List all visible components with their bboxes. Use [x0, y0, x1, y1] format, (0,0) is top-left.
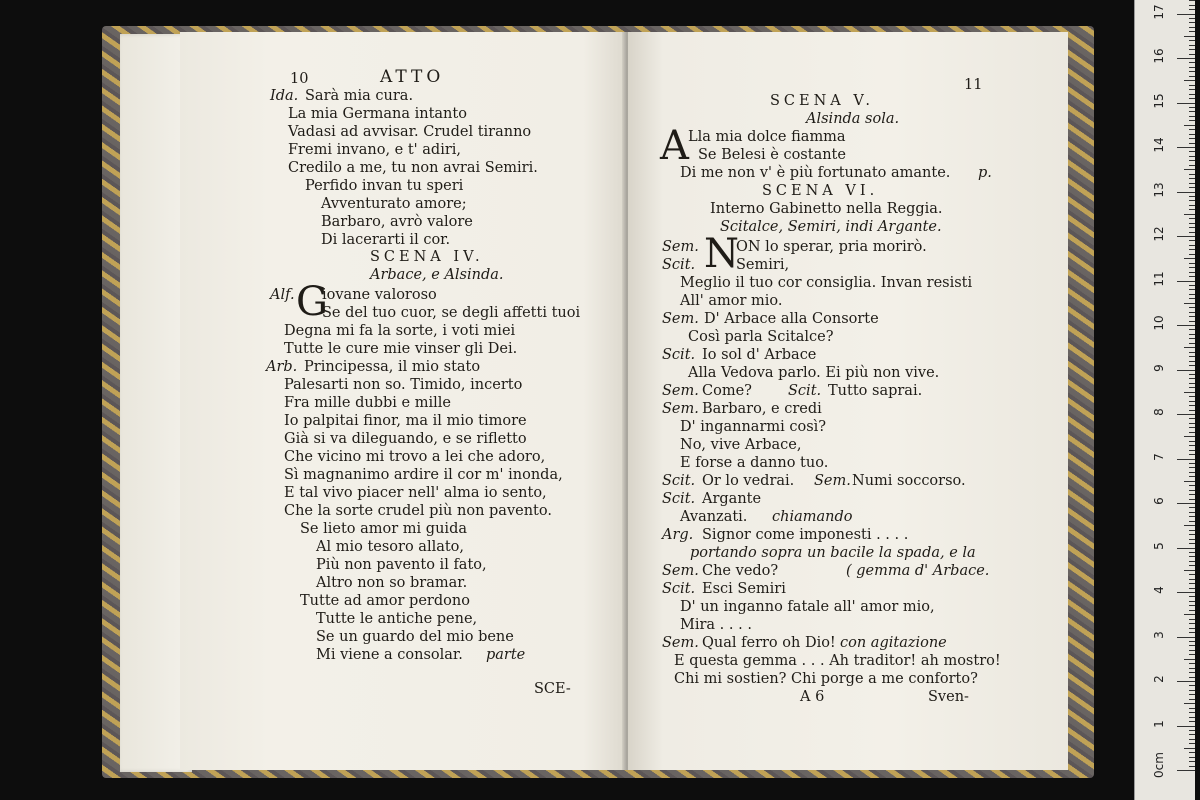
page-number: 11: [964, 77, 983, 93]
verse-line: Sarà mia cura.: [305, 88, 414, 104]
speaker: Scit.: [662, 347, 696, 363]
ruler-tick: [1177, 503, 1195, 504]
page-number: 10: [290, 71, 309, 87]
drop-capital: N: [704, 231, 739, 277]
ruler-tick: [1189, 650, 1195, 651]
ruler-label: 14: [1152, 137, 1166, 153]
ruler-tick: [1189, 668, 1195, 669]
ruler-tick: [1189, 556, 1195, 557]
verse-line: Io palpitai finor, ma il mio timore: [284, 413, 527, 429]
verse-line: Così parla Scitalce?: [688, 329, 834, 345]
verse-line: Che vedo?: [702, 563, 779, 579]
ruler-tick: [1177, 548, 1195, 549]
speaker: Scit.: [662, 473, 696, 489]
left-page: [180, 32, 628, 770]
ruler-tick: [1177, 414, 1195, 415]
ruler-tick: [1189, 18, 1195, 19]
ruler-label: 4: [1152, 586, 1166, 594]
ruler-label: 13: [1152, 181, 1166, 198]
ruler-tick: [1189, 22, 1195, 23]
ruler-tick: [1177, 14, 1195, 15]
ruler-tick: [1177, 103, 1195, 104]
speaker: Sem.: [814, 473, 851, 489]
verse-line: Più non pavento il fato,: [316, 557, 487, 573]
ruler-label: 7: [1152, 452, 1166, 461]
verse-line: Tutte le cure mie vinser gli Dei.: [284, 341, 518, 357]
ruler-tick: [1189, 596, 1195, 597]
ruler-tick: [1189, 601, 1195, 602]
verse-line: E questa gemma . . . Ah traditor! ah mostro!: [674, 653, 1001, 669]
ruler-tick: [1177, 58, 1195, 59]
verse-line: Tutte ad amor perdono: [300, 593, 470, 609]
verse-line: Già si va dileguando, e se rifletto: [284, 431, 527, 447]
ruler-tick: [1184, 258, 1195, 259]
ruler-tick: [1184, 392, 1195, 393]
verse-line: Tutte le antiche pene,: [316, 611, 478, 627]
ruler-tick: [1189, 312, 1195, 313]
speaker: Ida.: [270, 88, 299, 104]
verse-line: Alla Vedova parlo. Ei più non vive.: [688, 365, 940, 381]
ruler-tick: [1189, 423, 1195, 424]
ruler-tick: [1189, 361, 1195, 362]
ruler-tick: [1189, 151, 1195, 152]
verse-line: Meglio il tuo cor consiglia. Invan resisti: [680, 275, 973, 291]
ruler-tick: [1189, 476, 1195, 477]
ruler-tick: [1184, 36, 1195, 37]
ruler-tick: [1189, 98, 1195, 99]
ruler-tick: [1184, 703, 1195, 704]
ruler-tick: [1189, 378, 1195, 379]
ruler-tick: [1189, 156, 1195, 157]
ruler-tick: [1189, 530, 1195, 531]
ruler-tick: [1189, 405, 1195, 406]
ruler-tick: [1189, 628, 1195, 629]
ruler-label: 3: [1152, 630, 1166, 639]
ruler-tick: [1189, 89, 1195, 90]
ruler-tick: [1177, 637, 1195, 638]
ruler-tick: [1189, 761, 1195, 762]
ruler-tick: [1189, 490, 1195, 491]
speaker: Alf.: [270, 287, 295, 303]
ruler-tick: [1189, 454, 1195, 455]
ruler-tick: [1189, 694, 1195, 695]
ruler-label: 9: [1152, 363, 1166, 372]
stage-direction: chiamando: [772, 509, 853, 525]
ruler-tick: [1189, 565, 1195, 566]
ruler-tick: [1189, 160, 1195, 161]
verse-line: Io sol d' Arbace: [702, 347, 817, 363]
ruler-label: 10: [1152, 315, 1166, 331]
verse-line: Avventurato amore;: [321, 196, 467, 212]
ruler-tick: [1189, 245, 1195, 246]
scene-setting: Interno Gabinetto nella Reggia.: [710, 201, 943, 217]
ruler-tick: [1189, 677, 1195, 678]
ruler-tick: [1189, 85, 1195, 86]
ruler-tick: [1189, 200, 1195, 201]
stage-direction: parte: [486, 647, 526, 663]
drop-capital: A: [660, 123, 689, 169]
verse-line: Se un guardo del mio bene: [316, 629, 514, 645]
ruler-tick: [1189, 445, 1195, 446]
catchword: SCE-: [534, 681, 571, 697]
ruler-tick: [1189, 757, 1195, 758]
ruler-tick: [1189, 263, 1195, 264]
verse-line: Perfido invan tu speri: [305, 178, 464, 194]
ruler-tick: [1177, 147, 1195, 148]
ruler-tick: [1189, 40, 1195, 41]
ruler-tick: [1189, 752, 1195, 753]
ruler-tick: [1189, 699, 1195, 700]
ruler-tick: [1189, 329, 1195, 330]
ruler-tick: [1177, 681, 1195, 682]
ruler-tick: [1189, 356, 1195, 357]
ruler-tick: [1189, 721, 1195, 722]
verse-line: Lla mia dolce fiamma: [688, 129, 846, 145]
ruler-label: 8: [1152, 408, 1166, 416]
ruler-tick: [1189, 76, 1195, 77]
ruler-tick: [1189, 387, 1195, 388]
verse-line: Al mio tesoro allato,: [316, 539, 465, 555]
ruler-tick: [1189, 543, 1195, 544]
speaker: Sem.: [662, 635, 699, 651]
ruler-tick: [1189, 9, 1195, 10]
scene-title: SCENA VI.: [762, 183, 879, 199]
ruler-label: 12: [1152, 226, 1166, 242]
stage-direction: p.: [978, 165, 992, 181]
scene-cast: Scitalce, Semiri, indi Argante.: [720, 219, 942, 235]
ruler-tick: [1189, 138, 1195, 139]
signature-mark: A 6: [800, 689, 825, 705]
ruler-tick: [1189, 365, 1195, 366]
ruler-label: 15: [1152, 92, 1166, 109]
speaker: Scit.: [788, 383, 822, 399]
stage-direction: con agitazione: [840, 635, 947, 651]
verse-line: La mia Germana intanto: [288, 106, 467, 122]
ruler-tick: [1189, 641, 1195, 642]
ruler-tick: [1189, 561, 1195, 562]
ruler-tick: [1189, 712, 1195, 713]
ruler-tick: [1189, 574, 1195, 575]
ruler-tick: [1184, 614, 1195, 615]
ruler-tick: [1189, 374, 1195, 375]
ruler-tick: [1189, 120, 1195, 121]
verse-line: Di me non v' è più fortunato amante.: [680, 165, 951, 181]
ruler-tick: [1184, 125, 1195, 126]
ruler-tick: [1189, 307, 1195, 308]
verse-line: Credilo a me, tu non avrai Semiri.: [288, 160, 538, 176]
ruler-tick: [1184, 570, 1195, 571]
ruler-tick: [1184, 169, 1195, 170]
speaker: Sem.: [662, 563, 699, 579]
ruler-tick: [1189, 539, 1195, 540]
ruler-tick: [1189, 583, 1195, 584]
verse-line: Esci Semiri: [702, 581, 786, 597]
verse-line: Mira . . . .: [680, 617, 752, 633]
ruler-tick: [1189, 209, 1195, 210]
ruler-tick: [1189, 685, 1195, 686]
verse-line: Argante: [702, 491, 762, 507]
ruler-tick: [1189, 5, 1195, 6]
verse-line: Principessa, il mio stato: [304, 359, 481, 375]
speaker: Sem.: [662, 383, 699, 399]
verse-line: Signor come imponesti . . . .: [702, 527, 909, 543]
ruler-tick: [1189, 62, 1195, 63]
ruler-label: 11: [1152, 270, 1166, 287]
verse-line: Semiri,: [736, 257, 790, 273]
ruler-tick: [1189, 316, 1195, 317]
ruler-tick: [1189, 187, 1195, 188]
scene-cast: Arbace, e Alsinda.: [370, 267, 504, 283]
ruler-tick: [1189, 605, 1195, 606]
verse-line: D' Arbace alla Consorte: [704, 311, 879, 327]
ruler-tick: [1189, 654, 1195, 655]
ruler-tick: [1189, 338, 1195, 339]
ruler-tick: [1189, 623, 1195, 624]
ruler-tick: [1189, 717, 1195, 718]
verse-line: Che vicino mi trovo a lei che adoro,: [284, 449, 546, 465]
ruler-tick: [1189, 196, 1195, 197]
ruler-tick: [1189, 552, 1195, 553]
ruler-tick: [1189, 272, 1195, 273]
verse-line: iovane valoroso: [322, 287, 437, 303]
ruler-label: 6: [1152, 497, 1166, 505]
ruler-tick: [1189, 610, 1195, 611]
ruler-tick: [1184, 347, 1195, 348]
verse-line: E tal vivo piacer nell' alma io sento,: [284, 485, 547, 501]
ruler-tick: [1189, 663, 1195, 664]
ruler-tick: [1189, 579, 1195, 580]
ruler-tick: [1189, 174, 1195, 175]
ruler-tick: [1189, 383, 1195, 384]
ruler-tick: [1177, 726, 1195, 727]
verse-line: Barbaro, avrò valore: [321, 214, 473, 230]
ruler-tick: [1177, 770, 1195, 771]
ruler-tick: [1189, 298, 1195, 299]
ruler-tick: [1189, 396, 1195, 397]
verse-line: ON lo sperar, pria morirò.: [736, 239, 927, 255]
ruler-tick: [1189, 27, 1195, 28]
ruler-tick: [1189, 54, 1195, 55]
ruler-tick: [1189, 690, 1195, 691]
verse-line: Fra mille dubbi e mille: [284, 395, 451, 411]
ruler-tick: [1189, 285, 1195, 286]
ruler-tick: [1189, 165, 1195, 166]
ruler-tick: [1177, 459, 1195, 460]
ruler-label: 17: [1152, 3, 1166, 20]
ruler-tick: [1189, 49, 1195, 50]
ruler-tick: [1189, 352, 1195, 353]
verse-line: Fremi invano, e t' adiri,: [288, 142, 462, 158]
verse-line: Che la sorte crudel più non pavento.: [284, 503, 552, 519]
ruler-tick: [1177, 192, 1195, 193]
drop-capital: G: [296, 279, 328, 325]
ruler-tick: [1184, 303, 1195, 304]
ruler-tick: [1189, 45, 1195, 46]
ruler-tick: [1189, 418, 1195, 419]
verse-line: Barbaro, e credi: [702, 401, 822, 417]
ruler-tick: [1189, 183, 1195, 184]
catchword: Sven-: [928, 689, 969, 705]
ruler-tick: [1189, 232, 1195, 233]
speaker: Scit.: [662, 581, 696, 597]
ruler-tick: [1184, 748, 1195, 749]
verse-line: E forse a danno tuo.: [680, 455, 829, 471]
ruler-tick: [1189, 427, 1195, 428]
verse-line: Avanzati.: [680, 509, 748, 525]
ruler-tick: [1189, 450, 1195, 451]
ruler-tick: [1184, 214, 1195, 215]
ruler-tick: [1189, 107, 1195, 108]
ruler-tick: [1189, 432, 1195, 433]
ruler-tick: [1189, 223, 1195, 224]
ruler-tick: [1189, 116, 1195, 117]
scene-cast: Alsinda sola.: [806, 111, 900, 127]
ruler-tick: [1189, 289, 1195, 290]
speaker: Sem.: [662, 239, 699, 255]
ruler-tick: [1189, 276, 1195, 277]
ruler-tick: [1189, 71, 1195, 72]
ruler-tick: [1189, 708, 1195, 709]
verse-line: Vadasi ad avvisar. Crudel tiranno: [288, 124, 532, 140]
ruler-label: 5: [1152, 541, 1166, 550]
ruler-tick: [1189, 0, 1195, 1]
ruler-tick: [1189, 588, 1195, 589]
ruler-tick: [1189, 512, 1195, 513]
ruler-tick: [1177, 592, 1195, 593]
ruler-tick: [1189, 467, 1195, 468]
verse-line: Se del tuo cuor, se degli affetti tuoi: [322, 305, 581, 321]
measuring-ruler: [1134, 0, 1195, 800]
ruler-tick: [1189, 321, 1195, 322]
verse-line: Di lacerarti il cor.: [321, 232, 451, 248]
speaker: Sem.: [662, 311, 699, 327]
speaker: Arb.: [266, 359, 298, 375]
speaker: Scit.: [662, 491, 696, 507]
ruler-tick: [1189, 111, 1195, 112]
ruler-tick: [1189, 672, 1195, 673]
ruler-tick: [1189, 178, 1195, 179]
verse-line: D' un inganno fatale all' amor mio,: [680, 599, 935, 615]
ruler-tick: [1189, 463, 1195, 464]
running-title: ATTO: [380, 67, 445, 87]
speaker: Scit.: [662, 257, 696, 273]
ruler-tick: [1189, 134, 1195, 135]
right-page: [628, 32, 1068, 770]
ruler-label: 1: [1152, 719, 1166, 728]
ruler-tick: [1189, 632, 1195, 633]
ruler-tick: [1189, 343, 1195, 344]
ruler-tick: [1189, 441, 1195, 442]
verse-line: Come?: [702, 383, 752, 399]
ruler-tick: [1184, 80, 1195, 81]
ruler-tick: [1189, 730, 1195, 731]
ruler-tick: [1189, 739, 1195, 740]
verse-line: Chi mi sostien? Chi porge a me conforto?: [674, 671, 978, 687]
ruler-tick: [1189, 218, 1195, 219]
ruler-label: 16: [1152, 48, 1166, 64]
ruler-tick: [1189, 31, 1195, 32]
ruler-tick: [1189, 129, 1195, 130]
ruler-tick: [1189, 499, 1195, 500]
ruler-tick: [1184, 525, 1195, 526]
ruler-tick: [1177, 281, 1195, 282]
ruler-tick: [1189, 401, 1195, 402]
ruler-tick: [1189, 766, 1195, 767]
scene-title: SCENA IV.: [370, 249, 484, 265]
ruler-tick: [1189, 227, 1195, 228]
ruler-tick: [1189, 67, 1195, 68]
scene-title: SCENA V.: [770, 93, 874, 109]
verse-line: Tutto saprai.: [828, 383, 923, 399]
verse-line: Se lieto amor mi guida: [300, 521, 467, 537]
verse-line: Sì magnanimo ardire il cor m' inonda,: [284, 467, 563, 483]
ruler-tick: [1189, 205, 1195, 206]
verse-line: Numi soccorso.: [852, 473, 966, 489]
ruler-tick: [1189, 494, 1195, 495]
ruler-label: 2: [1152, 675, 1166, 683]
ruler-tick: [1184, 436, 1195, 437]
ruler-tick: [1189, 743, 1195, 744]
ruler-tick: [1189, 294, 1195, 295]
ruler-tick: [1189, 410, 1195, 411]
ruler-tick: [1189, 619, 1195, 620]
verse-line: Degna mi fa la sorte, i voti miei: [284, 323, 516, 339]
verse-line: Altro non so bramar.: [316, 575, 468, 591]
verse-line: All' amor mio.: [680, 293, 783, 309]
verse-line: Palesarti non so. Timido, incerto: [284, 377, 523, 393]
verse-line: No, vive Arbace,: [680, 437, 802, 453]
ruler-tick: [1184, 659, 1195, 660]
ruler-label: 0cm: [1152, 752, 1166, 778]
ruler-tick: [1189, 254, 1195, 255]
ruler-tick: [1189, 143, 1195, 144]
ruler-tick: [1189, 521, 1195, 522]
ruler-tick: [1189, 94, 1195, 95]
ruler-tick: [1189, 734, 1195, 735]
speaker: Arg.: [662, 527, 694, 543]
ruler-tick: [1184, 481, 1195, 482]
stage-direction: portando sopra un bacile la spada, e la: [690, 545, 976, 561]
ruler-tick: [1189, 485, 1195, 486]
ruler-tick: [1189, 516, 1195, 517]
ruler-tick: [1177, 370, 1195, 371]
ruler-tick: [1189, 240, 1195, 241]
ruler-tick: [1189, 249, 1195, 250]
verse-line: Mi viene a consolar.: [316, 647, 463, 663]
speaker: Sem.: [662, 401, 699, 417]
verse-line: D' ingannarmi così?: [680, 419, 827, 435]
verse-line: Or lo vedrai.: [702, 473, 795, 489]
ruler-tick: [1189, 472, 1195, 473]
verse-line: Qual ferro oh Dio!: [702, 635, 836, 651]
ruler-tick: [1189, 645, 1195, 646]
ruler-tick: [1177, 325, 1195, 326]
ruler-tick: [1189, 534, 1195, 535]
ruler-tick: [1189, 507, 1195, 508]
verse-line: Se Belesi è costante: [698, 147, 846, 163]
stage-direction: ( gemma d' Arbace.: [846, 563, 990, 579]
ruler-tick: [1189, 267, 1195, 268]
ruler-tick: [1177, 236, 1195, 237]
ruler-tick: [1189, 334, 1195, 335]
